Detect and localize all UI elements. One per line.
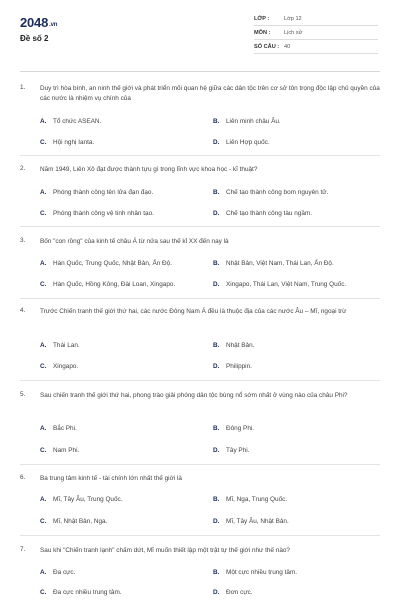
- option-text: Nhật Bản.: [226, 342, 255, 349]
- question-stem: Duy trì hòa bình, an ninh thế giới và phát triển mối quan hệ giữa các dân tộc trên cơ sở tôn trọng độc lập chủ quyền của các nước là nhiệm vụ chính của: [40, 85, 380, 102]
- option-text: Đa cực nhiều trung tâm.: [53, 589, 122, 596]
- question-divider: [20, 155, 380, 156]
- question-number: 2.: [20, 165, 26, 172]
- option-letter: D.: [213, 139, 220, 146]
- option-letter: A.: [40, 425, 47, 432]
- page-header: [0, 0, 400, 72]
- option-text: Mĩ, Tây Âu, Trung Quốc.: [53, 496, 123, 503]
- option-a[interactable]: [40, 189, 153, 196]
- question-stem: Trước Chiến tranh thế giới thứ hai, các nước Đông Nam Á đều là thuộc địa của các nước Âu – Mĩ, ngoại trừ: [40, 308, 347, 315]
- option-letter: D.: [213, 210, 220, 217]
- question-number: 5.: [20, 391, 26, 398]
- question-stem: Sau chiến tranh thế giới thứ hai, phong trào giải phóng dân tộc bùng nổ sớm nhất ở vùng nào của châu Phi?: [40, 392, 348, 399]
- meta-grade-label: LỚP :: [254, 16, 270, 22]
- option-letter: A.: [40, 569, 47, 576]
- question-number: 1.: [20, 84, 26, 91]
- option-letter: C.: [40, 139, 47, 146]
- meta-grade-value: Lớp 12: [284, 16, 302, 22]
- option-text: Hàn Quốc, Trung Quốc, Nhật Bản, Ấn Độ.: [53, 260, 173, 267]
- option-text: Nam Phi.: [53, 447, 80, 454]
- option-letter: A.: [40, 342, 47, 349]
- option-text: Hàn Quốc, Hồng Kông, Đài Loan, Xingapo.: [53, 281, 176, 288]
- meta-subject-label: MÔN :: [254, 30, 271, 36]
- option-a[interactable]: [40, 569, 75, 576]
- meta-grade: [254, 13, 378, 26]
- option-letter: B.: [213, 260, 220, 267]
- option-letter: C.: [40, 518, 47, 525]
- option-letter: A.: [40, 260, 47, 267]
- option-text: Xingapo, Thái Lan, Việt Nam, Trung Quốc.: [226, 281, 347, 288]
- option-text: Tổ chức ASEAN.: [53, 118, 102, 125]
- option-c[interactable]: [40, 281, 175, 288]
- option-text: Nhật Bản, Việt Nam, Thái Lan, Ấn Độ.: [226, 260, 334, 267]
- question-divider: [20, 226, 380, 227]
- option-letter: D.: [213, 518, 220, 525]
- option-letter: D.: [213, 589, 220, 596]
- option-letter: B.: [213, 118, 220, 125]
- option-letter: C.: [40, 363, 47, 370]
- option-letter: B.: [213, 189, 220, 196]
- option-letter: D.: [213, 281, 220, 288]
- option-letter: C.: [40, 281, 47, 288]
- meta-count-label: SỐ CÂU :: [254, 44, 280, 50]
- option-d[interactable]: [213, 281, 346, 288]
- option-letter: C.: [40, 210, 47, 217]
- question-stem: Sau khi "Chiến tranh lạnh" chấm dứt, Mĩ muốn thiết lập một trật tự thế giới như thế nào?: [40, 547, 290, 554]
- option-d[interactable]: [213, 447, 249, 454]
- option-b[interactable]: [213, 342, 254, 349]
- option-letter: B.: [213, 342, 220, 349]
- question-divider: [20, 535, 380, 536]
- option-text: Phóng thành công tên lửa đạn đạo.: [53, 189, 154, 196]
- question-stem: Năm 1949, Liên Xô đạt được thành tựu gì trong lĩnh vực khoa học - kĩ thuật?: [40, 166, 258, 173]
- question-number: 3.: [20, 237, 26, 244]
- option-d[interactable]: [213, 589, 253, 596]
- option-d[interactable]: [213, 518, 289, 525]
- option-c[interactable]: [40, 363, 78, 370]
- option-letter: A.: [40, 496, 47, 503]
- header-divider: [20, 71, 380, 72]
- option-c[interactable]: [40, 518, 107, 525]
- option-a[interactable]: [40, 260, 172, 267]
- exam-title: Đề số 2: [20, 34, 49, 43]
- option-b[interactable]: [213, 425, 254, 432]
- option-letter: C.: [40, 589, 47, 596]
- option-a[interactable]: [40, 496, 123, 503]
- option-c[interactable]: [40, 589, 122, 596]
- meta-count-value: 40: [284, 44, 291, 50]
- option-text: Philippin.: [226, 363, 252, 370]
- option-text: Mĩ, Nga, Trung Quốc.: [226, 496, 288, 503]
- option-a[interactable]: [40, 425, 77, 432]
- question-divider: [20, 380, 380, 381]
- meta-question-count: [254, 41, 378, 54]
- option-letter: D.: [213, 363, 220, 370]
- option-text: Chế tạo thành công tàu ngầm.: [226, 210, 312, 217]
- option-a[interactable]: [40, 342, 80, 349]
- option-text: Đông Phi.: [226, 425, 255, 432]
- option-text: Một cực nhiều trung tâm.: [226, 569, 298, 576]
- option-d[interactable]: [213, 210, 312, 217]
- option-text: Đa cực.: [53, 569, 76, 576]
- option-text: Đơn cực.: [226, 589, 253, 596]
- question-number: 7.: [20, 546, 26, 553]
- question-divider: [20, 464, 380, 465]
- option-text: Thái Lan.: [53, 342, 80, 349]
- option-text: Chế tạo thành công bom nguyên tử.: [226, 189, 329, 196]
- option-text: Tây Phi.: [226, 447, 250, 454]
- option-b[interactable]: [213, 189, 328, 196]
- question-stem: Bốn "con rồng" của kinh tế châu Á từ nửa sau thế kỉ XX đến nay là: [40, 238, 229, 245]
- option-c[interactable]: [40, 139, 94, 146]
- option-text: Hội nghị Ianta.: [53, 139, 95, 146]
- option-text: Mĩ, Nhật Bản, Nga.: [53, 518, 108, 525]
- option-text: Bắc Phi.: [53, 425, 77, 432]
- option-letter: B.: [213, 569, 220, 576]
- option-text: Phóng thành công vệ tinh nhân tạo.: [53, 210, 154, 217]
- option-letter: B.: [213, 425, 220, 432]
- question-divider: [20, 298, 380, 299]
- question-number: 4.: [20, 307, 26, 314]
- option-d[interactable]: [213, 139, 270, 146]
- option-b[interactable]: [213, 569, 297, 576]
- option-b[interactable]: [213, 260, 334, 267]
- option-text: Xingapo.: [53, 363, 79, 370]
- meta-subject: [254, 27, 378, 40]
- option-letter: A.: [40, 118, 47, 125]
- option-letter: C.: [40, 447, 47, 454]
- option-b[interactable]: [213, 118, 281, 125]
- option-text: Liên minh châu Âu.: [226, 118, 281, 125]
- meta-subject-value: Lịch sử: [284, 30, 303, 36]
- question-stem: Ba trung tâm kinh tế - tài chính lớn nhất thế giới là: [40, 475, 182, 482]
- option-letter: A.: [40, 189, 47, 196]
- option-c[interactable]: [40, 210, 154, 217]
- option-d[interactable]: [213, 363, 252, 370]
- option-b[interactable]: [213, 496, 287, 503]
- option-letter: D.: [213, 447, 220, 454]
- option-a[interactable]: [40, 118, 101, 125]
- option-c[interactable]: [40, 447, 79, 454]
- option-text: Mĩ, Tây Âu, Nhật Bản.: [226, 518, 289, 525]
- option-letter: B.: [213, 496, 220, 503]
- site-logo[interactable]: 2048.vn: [20, 15, 58, 30]
- option-text: Liên Hợp quốc.: [226, 139, 270, 146]
- question-number: 6.: [20, 474, 26, 481]
